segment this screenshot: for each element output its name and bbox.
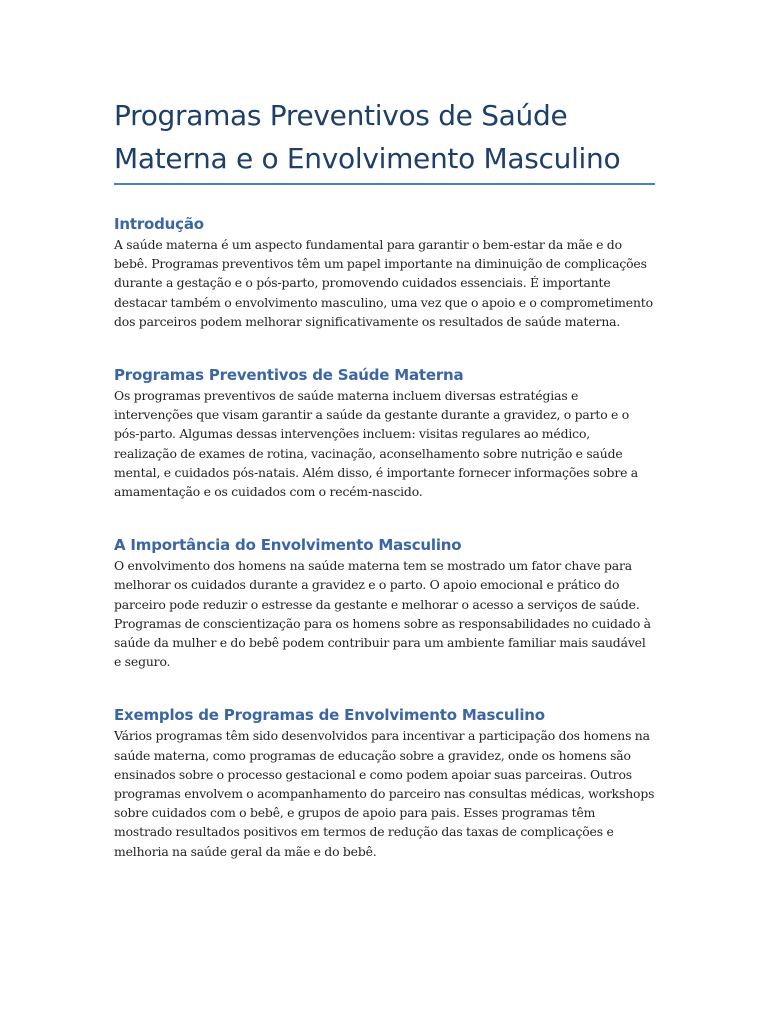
section-importancia-envolvimento [114,534,656,671]
section-introducao [114,213,656,331]
document-page [114,0,656,861]
section-heading: Exemplos de Programas de Envolvimento Masculino [114,706,545,725]
section-paragraph: A saúde materna é um aspecto fundamental para garantir o bem-estar da mãe e do bebê. Programas preventivos têm um papel importante na diminuição de complicações durante a gestação e o pós-parto, promovendo cuidados essenciais. É importante destacar também o envolvimento masculino, uma vez que o apoio e o comprometimento dos parceiros podem melhorar significativamente os resultados de saúde materna. [114,237,653,329]
section-heading: Introdução [114,215,204,233]
section-heading: Programas Preventivos de Saúde Materna [114,366,464,385]
document-title: Programas Preventivos de Saúde Materna e o Envolvimento Masculino [114,0,655,185]
section-paragraph: Os programas preventivos de saúde materna incluem diversas estratégias e intervenções que visam garantir a saúde da gestante durante a gravidez, o parto e o pós-parto. Algumas dessas intervenções incluem: visitas regulares ao médico, realização de exames de rotina, vacinação, aconselhamento sobre nutrição e saúde mental, e cuidados pós-natais. Além disso, é importante fornecer informações sobre a amamentação e os cuidados com o recém-nascido. [114,388,639,500]
section-exemplos-programas [114,704,656,860]
section-paragraph: Vários programas têm sido desenvolvidos para incentivar a participação dos homens na saúde materna, como programas de educação sobre a gravidez, onde os homens são ensinados sobre o processo gestacional e como podem apoiar suas parceiras. Outros programas envolvem o acompanhamento do parceiro nas consultas médicas, workshops sobre cuidados com o bebê, e grupos de apoio para pais. Esses programas têm mostrado resultados positivos em termos de redução das taxas de complicações e melhoria na saúde geral da mãe e do bebê. [114,728,655,859]
section-paragraph: O envolvimento dos homens na saúde materna tem se mostrado um fator chave para melhorar os cuidados durante a gravidez e o parto. O apoio emocional e prático do parceiro pode reduzir o estresse da gestante e melhorar o acesso a serviços de saúde. Programas de conscientização para os homens sobre as responsabilidades no cuidado à saúde da mulher e do bebê podem contribuir para um ambiente familiar mais saudável e seguro. [114,558,651,670]
section-heading: A Importância do Envolvimento Masculino [114,536,462,555]
section-programas-preventivos [114,364,656,501]
